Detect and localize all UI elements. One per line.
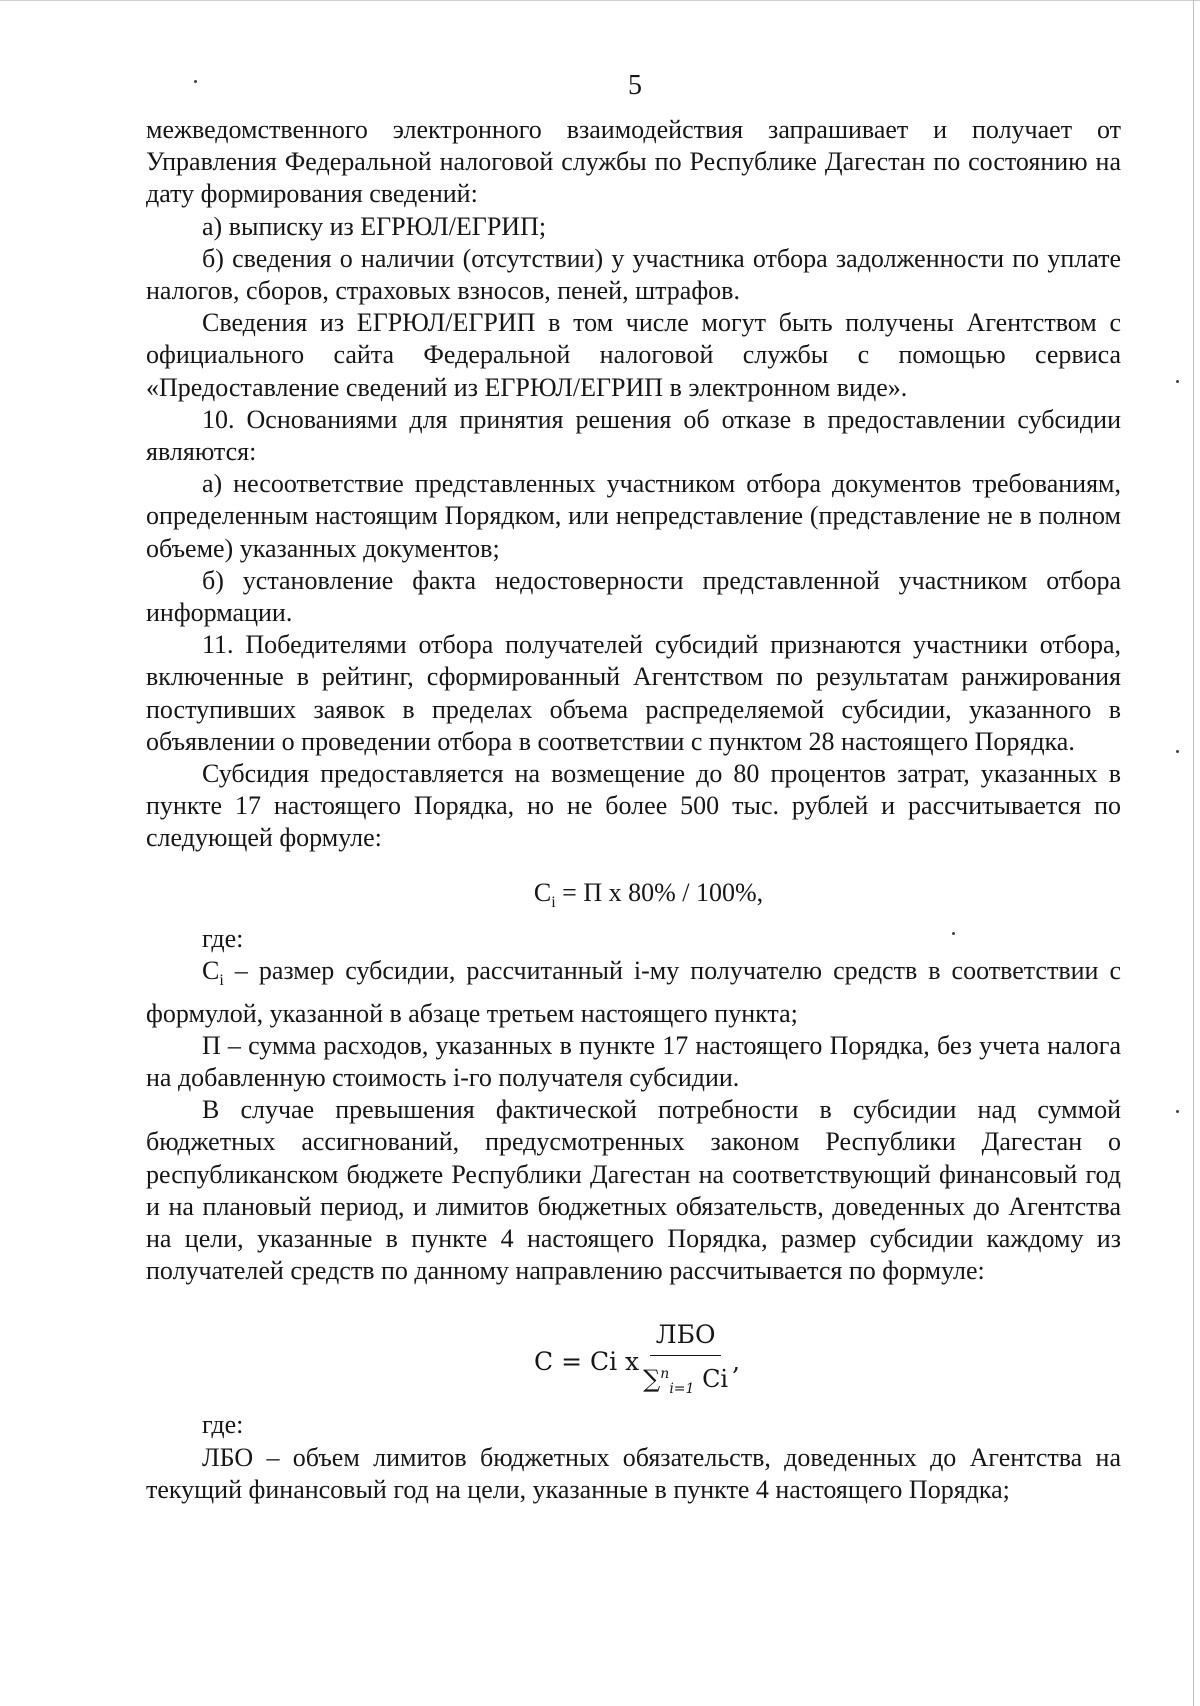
formula2-numerator: ЛБО — [650, 1319, 722, 1355]
ci-subscript: i — [219, 972, 224, 990]
ci-definition-text: – размер субсидии, рассчитанный i-му получателю средств в соответствии с формулой, указанной в абзаце третьем настоящего пункта; — [146, 956, 1121, 1028]
ci-symbol: C — [202, 956, 220, 986]
paragraph-interagency: межведомственного электронного взаимодействия запрашивает и получает от Управления Федеральной налоговой службы по Республике Дагестан по состоянию на дату формирования сведений: — [146, 115, 1121, 209]
definition-ci — [146, 955, 1121, 1030]
list-item-a-nonconformity: а) несоответствие представленных участником отбора документов требованиям, определенным настоящим Порядком, или непредставление (представление не в полном объеме) указанных документов; — [146, 469, 1121, 563]
document-body — [146, 114, 1121, 1506]
sum-symbol: ∑ — [643, 1364, 661, 1393]
sum-lower-limit: i=1 — [669, 1380, 695, 1397]
scan-edge-top — [0, 0, 1200, 1]
definition-lbo: ЛБО – объем лимитов бюджетных обязательств, доведенных до Агентства на текущий финансовый год на цели, указанные в пункте 4 настоящего Порядка; — [146, 1442, 1121, 1504]
scan-edge-right — [1193, 0, 1194, 1706]
formula-subsidy-base — [176, 877, 1121, 919]
list-item-a-extract: а) выписку из ЕГРЮЛ/ЕГРИП; — [202, 211, 547, 241]
where-label: где: — [202, 924, 244, 954]
clause-10-refusal-grounds: 10. Основаниями для принятия решения об отказе в предоставлении субсидии являются: — [146, 404, 1121, 467]
scan-speck — [1176, 750, 1179, 753]
formula2-trailing: , — [732, 1346, 741, 1376]
scan-speck — [1176, 380, 1179, 383]
paragraph-egrul-source: Сведения из ЕГРЮЛ/ЕГРИП в том числе могут быть получены Агентством с официального сайта Федеральной налоговой службы с помощью сервиса «Предоставление сведений из ЕГРЮЛ/ЕГРИП в электронном виде». — [146, 308, 1121, 402]
page-number: 5 — [628, 70, 642, 101]
where-label-2: где: — [202, 1410, 244, 1440]
scan-speck — [1176, 1110, 1179, 1113]
list-item-b-unreliability: б) установление факта недостоверности представленной участником отбора информации. — [146, 565, 1121, 628]
list-item-b-debt-info: б) сведения о наличии (отсутствии) у участника отбора задолженности по уплате налогов, сборов, страховых взносов, пеней, штрафов. — [146, 243, 1121, 306]
formula-subsidy-proportional — [146, 1295, 1121, 1409]
paragraph-subsidy-amount: Субсидия предоставляется на возмещение до 80 процентов затрат, указанных в пункте 17 настоящего Порядка, но не более 500 тыс. рублей и рассчитывается по следующей формуле: — [146, 759, 1121, 853]
clause-11-winners: 11. Победителями отбора получателей субсидий признаются участники отбора, включенные в рейтинг, сформированный Агентством по результатам ранжирования поступивших заявок в пределах объема распределяемой субсидии, указанного в объявлении о проведении отбора в соответствии с пунктом 28 настоящего Порядка. — [146, 630, 1121, 756]
formula2-lhs: C = Ci x — [534, 1346, 640, 1376]
formula2-denominator — [643, 1356, 728, 1405]
sum-upper-limit: n — [660, 1365, 670, 1382]
formula-rhs: = П х 80% / 100%, — [555, 877, 764, 907]
formula-lhs: C — [533, 877, 552, 907]
paragraph-excess-demand: В случае превышения фактической потребности в субсидии над суммой бюджетных ассигнований, предусмотренных законом Республики Дагестан о республиканском бюджете Республики Дагестан на соответствующий финансовый год и на плановый период, и лимитов бюджетных обязательств, доведенных до Агентства на цели, указанные в пункте 4 настоящего Порядка, размер субсидии каждому из получателей средств по данному направлению рассчитывается по формуле: — [146, 1095, 1121, 1286]
definition-p: П – сумма расходов, указанных в пункте 17 настоящего Порядка, без учета налога на добавленную стоимость i-го получателя субсидии. — [146, 1030, 1121, 1093]
sum-term: Ci — [694, 1364, 729, 1393]
scan-speck — [952, 932, 955, 935]
formula2-fraction — [643, 1319, 728, 1404]
formula-lhs-subscript: i — [551, 893, 556, 911]
scan-speck — [194, 80, 197, 83]
